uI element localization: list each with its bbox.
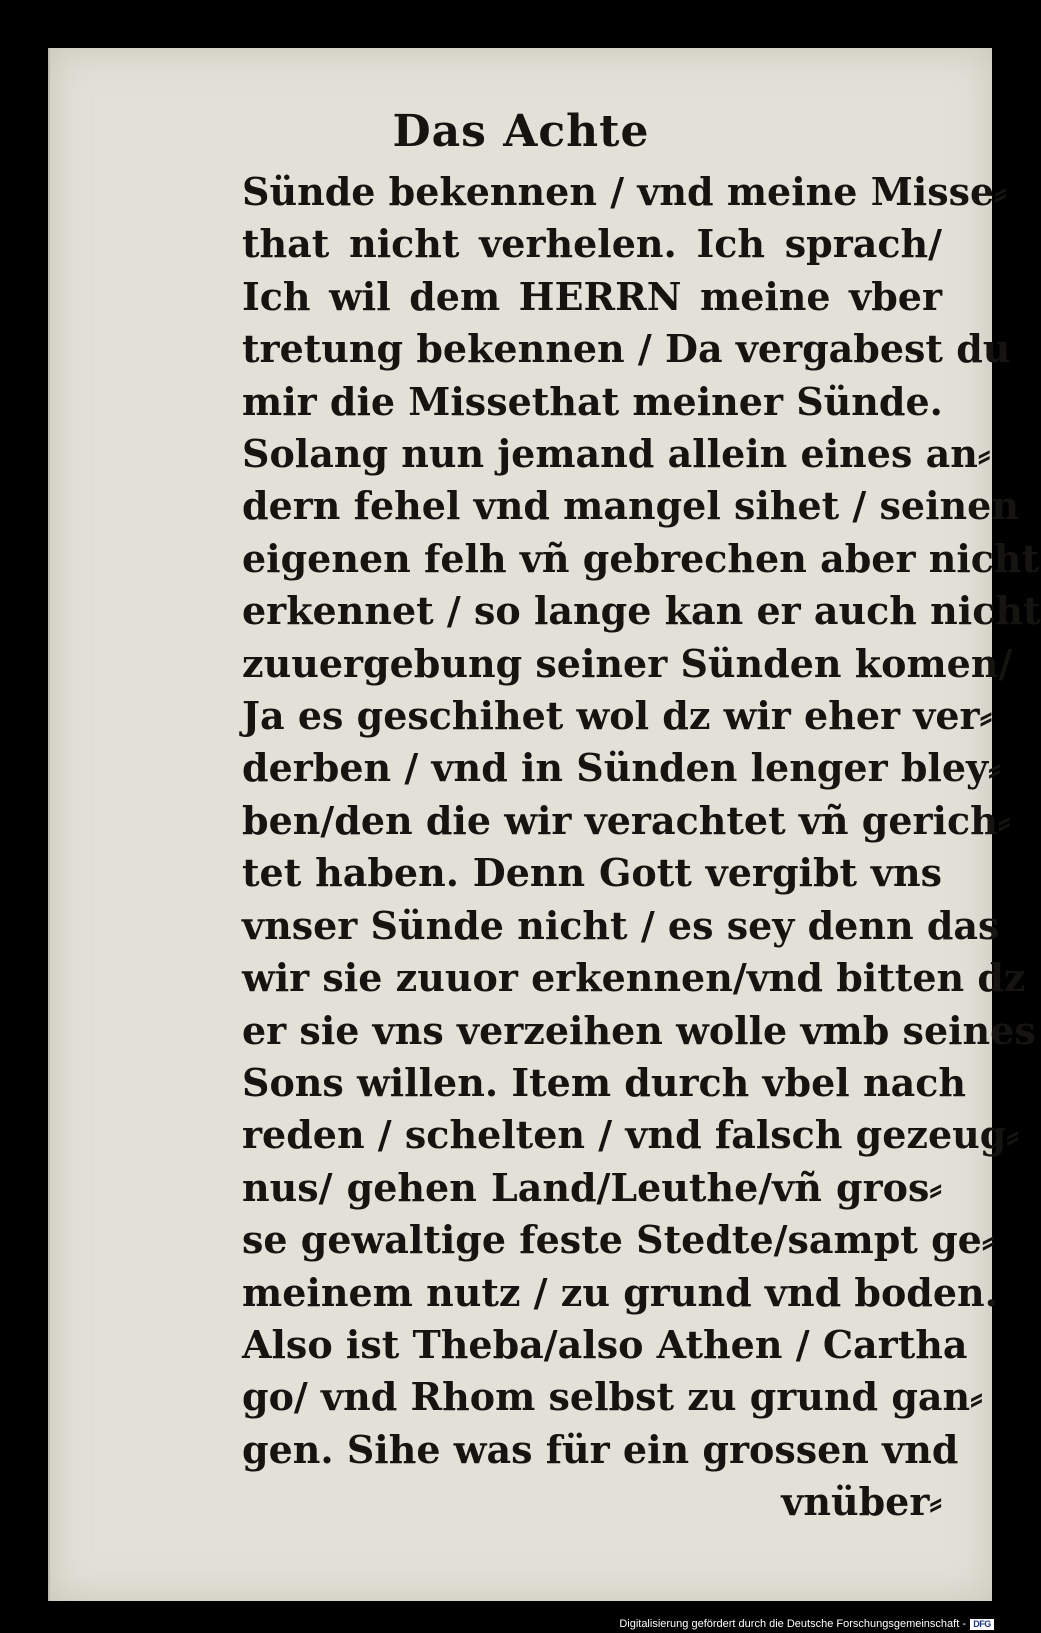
body-text [242, 166, 1041, 1529]
dfg-logo-icon: DFG [970, 1619, 994, 1630]
text-line: derben / vnd in Sünden lenger bley⸗ [242, 745, 1001, 791]
funding-credit: Digitalisierung gefördert durch die Deutsche Forschungsgemeinschaft - [619, 1618, 966, 1630]
footer-bar [0, 1617, 1000, 1633]
book-page [48, 48, 1041, 1601]
text-line: erkennet / so lange kan er auch nicht [242, 588, 1041, 634]
text-line: reden / schelten / vnd falsch gezeug⸗ [242, 1112, 1020, 1158]
text-line: nus/ gehen Land/Leuthe/vñ gros⸗ [242, 1164, 942, 1210]
text-line: vnser Sünde nicht / es sey denn das [242, 902, 1000, 948]
text-line: zuuergebung seiner Sünden komen/ [242, 640, 1013, 686]
text-line: meinem nutz / zu grund vnd boden. [242, 1269, 998, 1315]
text-line: that nicht verhelen. Ich sprach/ [242, 221, 942, 267]
text-line: Solang nun jemand allein eines an⸗ [242, 431, 991, 477]
text-line: dern fehel vnd mangel sihet / seinen [242, 483, 1019, 529]
text-line: eigenen felh vñ gebrechen aber nicht [242, 535, 1040, 581]
text-line: er sie vns verzeihen wolle vmb seines [242, 1007, 1036, 1053]
text-line: go/ vnd Rhom selbst zu grund gan⸗ [242, 1374, 983, 1420]
catchword: vnüber⸗ [781, 1479, 942, 1525]
text-line: mir die Missethat meiner Sünde. [242, 378, 943, 424]
text-line: Sons willen. Item durch vbel nach [242, 1059, 966, 1105]
text-line: gen. Sihe was für ein grossen vnd [242, 1426, 959, 1472]
text-line: ben/den die wir verachtet vñ gerich⸗ [242, 797, 1011, 843]
text-line: tet haben. Denn Gott vergibt vns [242, 850, 942, 896]
text-line: wir sie zuuor erkennen/vnd bitten dz [242, 955, 1026, 1001]
running-head: Das Achte [392, 106, 650, 157]
text-line: tretung bekennen / Da vergabest du [242, 326, 1011, 372]
text-line: Ja es geschihet wol dz wir eher ver⸗ [242, 693, 993, 739]
text-line: se gewaltige feste Stedte/sampt ge⸗ [242, 1217, 995, 1263]
text-line: Ich wil dem HERRN meine vber [242, 273, 942, 319]
text-line: Sünde bekennen / vnd meine Misse⸗ [242, 169, 1007, 214]
text-line: Also ist Theba/also Athen / Cartha [242, 1321, 968, 1367]
